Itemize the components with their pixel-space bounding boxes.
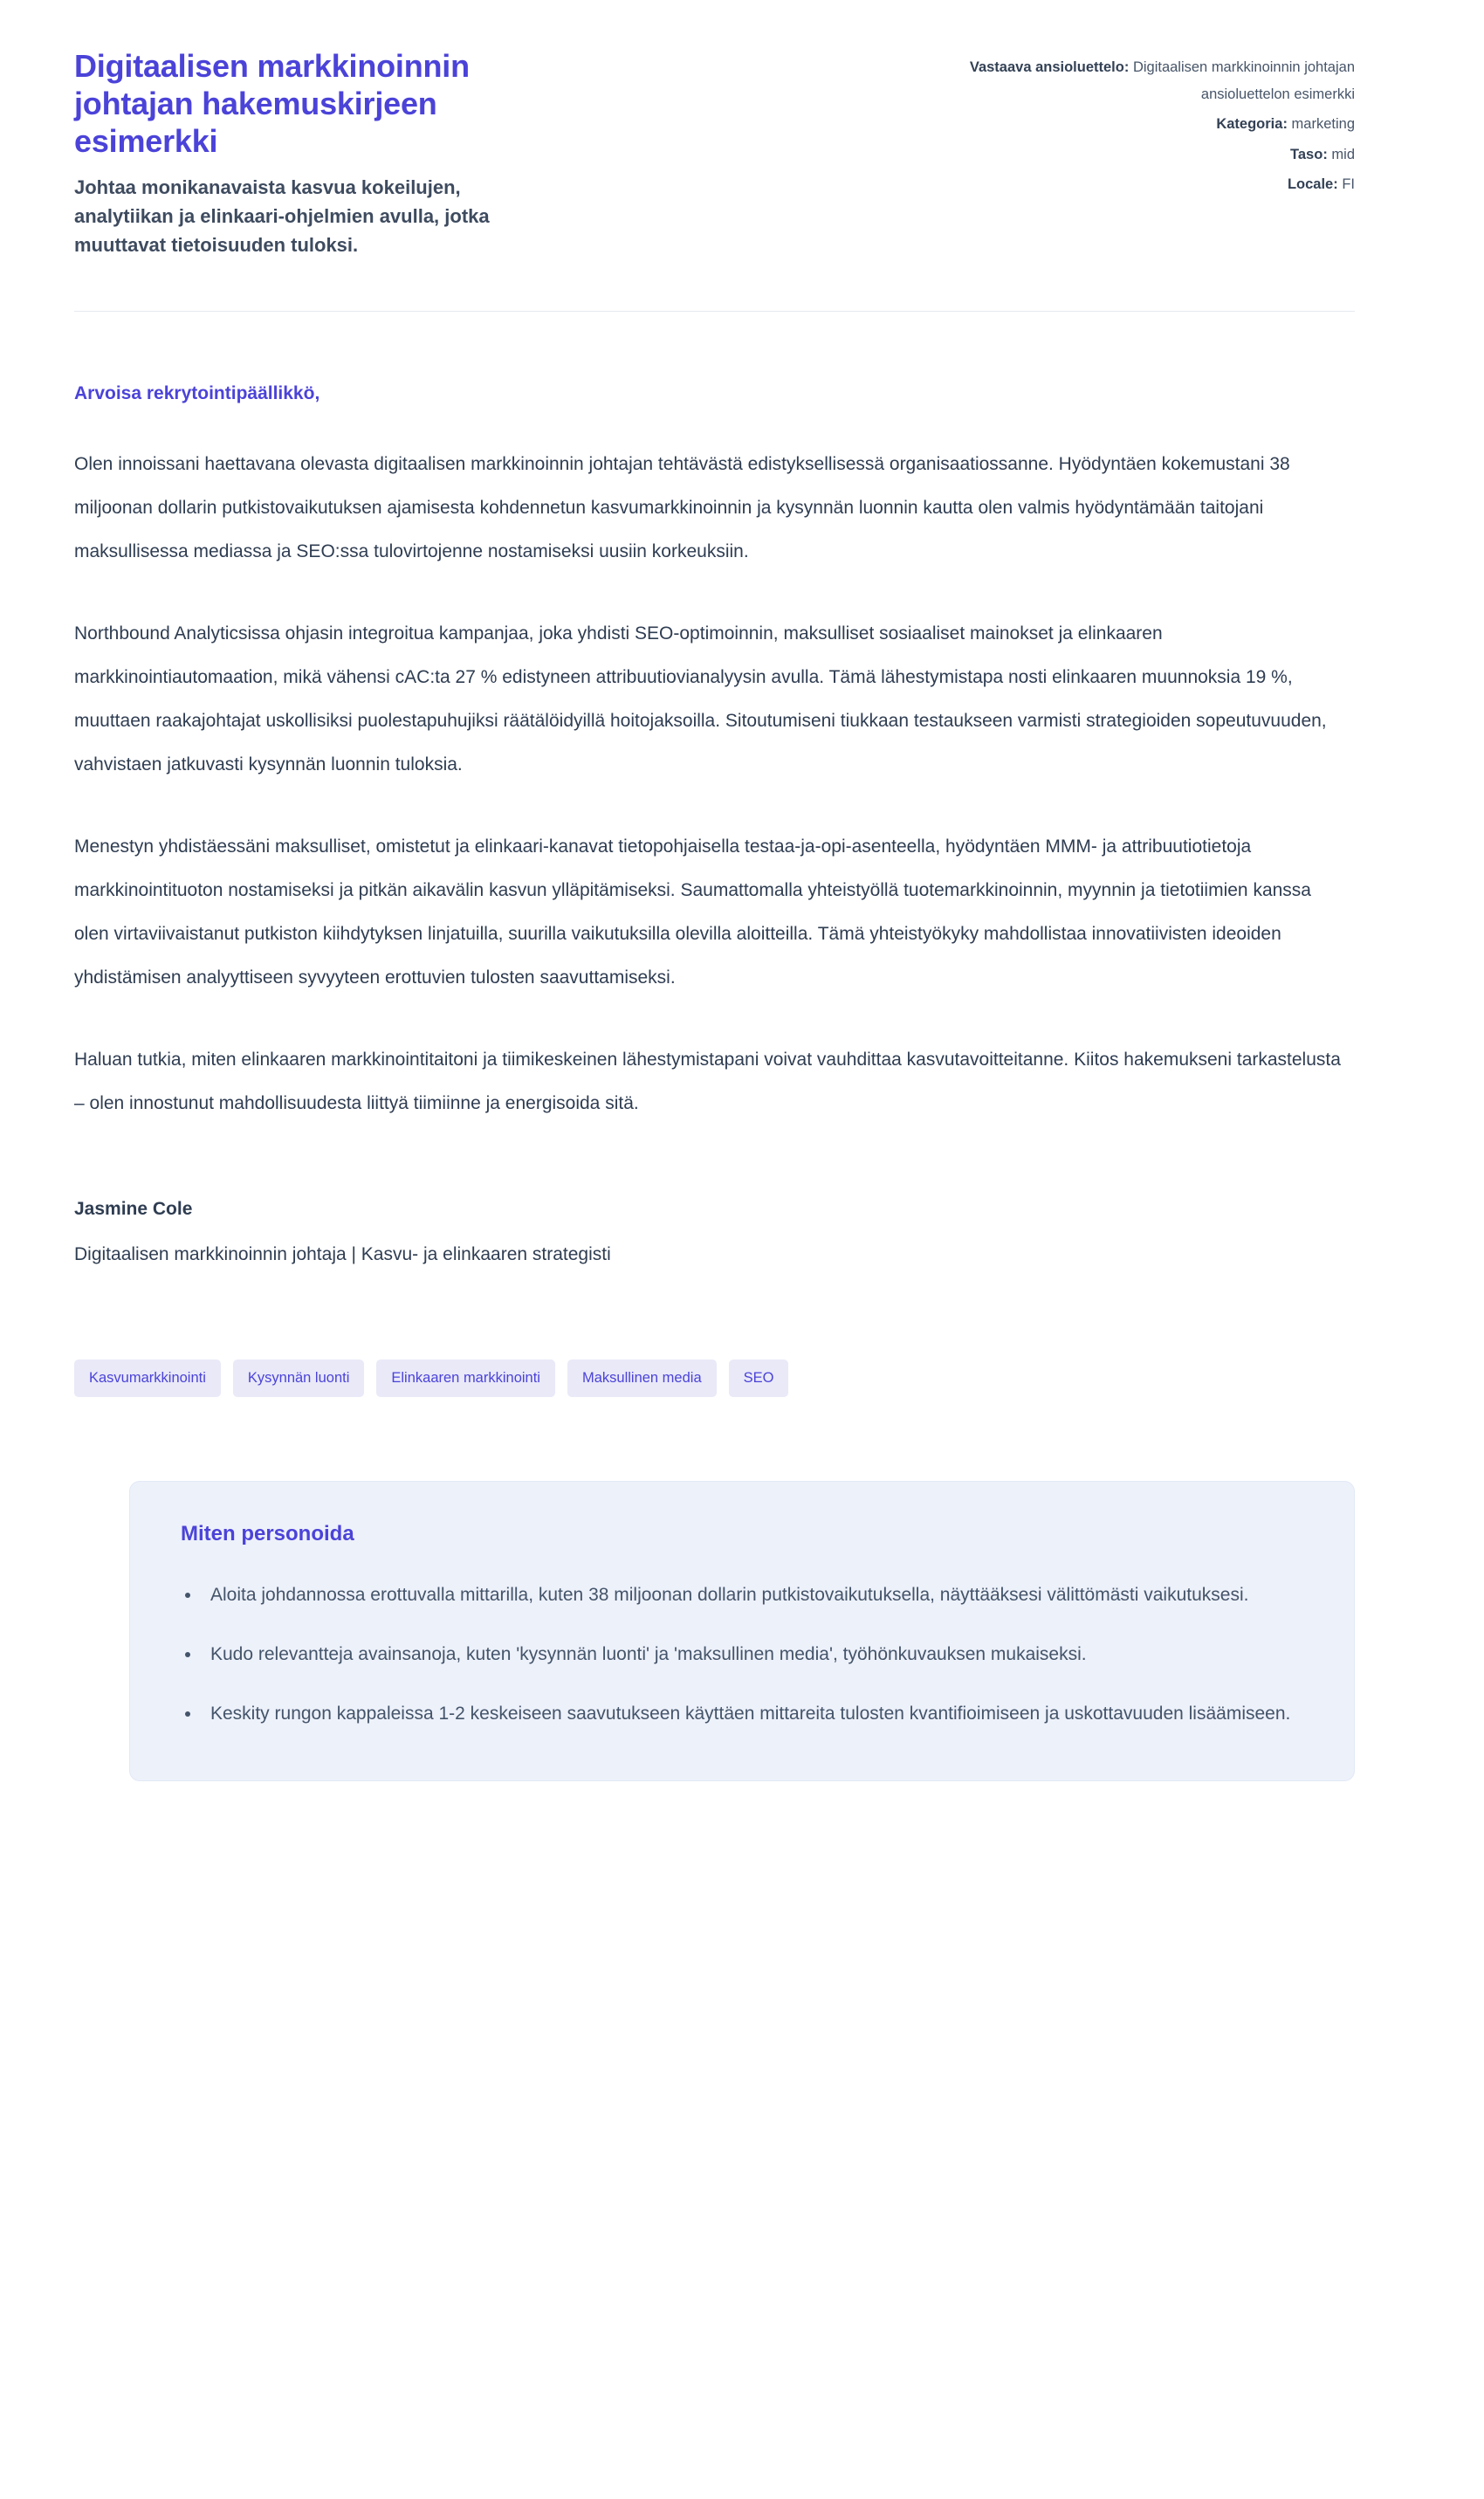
tag-pill-seo: SEO [729,1360,789,1397]
letter-body [74,383,1355,1265]
tip-item-2: • Kudo relevantteja avainsanoja, kuten 'kysynnän luonti' ja 'maksullinen media', työhönkuvauksen mukaiseksi. [202,1634,1298,1676]
letter-paragraph-1: Olen innoissani haettavana olevasta digitaalisen markkinoinnin johtajan tehtävästä edistyksellisessä organisaatiossanne. Hyödyntäen kokemustani 38 miljoonan dollarin putkistovaikutuksen ajamisesta kohdennetun kasvumarkkinoinnin ja kysynnän luonnin kautta olen valmis hyödyntämään taitojani maksullisessa mediassa ja SEO:ssa tulovirtojenne nostamiseksi uusiin korkeuksiin. [74,453,1290,561]
tag-pill-growth-marketing: Kasvumarkkinointi [74,1360,221,1397]
tag-pill-demand-generation: Kysynnän luonti [233,1360,365,1397]
header-divider [74,311,1355,312]
meta-label-category: Kategoria: [1216,116,1288,133]
meta-row-category [945,111,1355,138]
letter-paragraph-2: Northbound Analyticsissa ohjasin integroitua kampanjaa, joka yhdisti SEO-optimoinnin, maksulliset sosiaaliset mainokset ja elinkaaren markkinointiautomaation, mikä vähensi cAC:ta 27 % edistyneen attribuutiovianalyysin avulla. Tämä lähestymistapa nosti elinkaaren muunnoksia 19 %, muuttaen raakajohtajat uskollisiksi puolestapuhujiksi räätälöidyillä hoitojaksoilla. Sitoutumiseni tiukkaan testaukseen varmisti strategioiden sopeutuvuuden, vahvistaen jatkuvasti kysynnän luonnin tuloksia. [74,623,1327,774]
page-header [74,47,1355,260]
letter-greeting: Arvoisa rekrytointipäällikkö, [74,382,320,403]
letter-paragraph-4: Haluan tutkia, miten elinkaaren markkinointitaitoni ja tiimikeskeinen lähestymistapani voivat vauhdittaa kasvutavoitteitanne. Kiitos hakemukseni tarkastelusta – olen innostunut mahdollisuudesta liittyä tiimiinne ja energisoida sitä. [74,1049,1341,1113]
meta-row-locale [945,171,1355,198]
meta-value-category: marketing [1291,116,1355,133]
tips-list [181,1574,1298,1735]
tag-pill-paid-media: Maksullinen media [567,1360,717,1397]
meta-label-locale: Locale: [1287,176,1338,193]
personalization-tips-box [129,1481,1355,1781]
meta-label-level: Taso: [1290,146,1328,162]
meta-value-matching-resume: Digitaalisen markkinoinnin johtajan ansioluettelon esimerkki [1132,59,1355,102]
meta-row-matching-resume [945,54,1355,107]
signature-title: Digitaalisen markkinoinnin johtaja | Kasvu- ja elinkaaren strategisti [74,1243,611,1264]
tip-item-3: • Keskity rungon kappaleissa 1-2 keskeiseen saavutukseen käyttäen mittareita tulosten kvantifioimiseen ja uskottavuuden lisäämiseen. [202,1693,1298,1735]
tips-heading: Miten personoida [181,1521,354,1546]
meta-panel [945,47,1355,202]
tag-pill-lifecycle-marketing: Elinkaaren markkinointi [376,1360,555,1397]
tag-list [74,1360,1355,1397]
meta-row-level [945,141,1355,169]
header-title-block [74,47,563,260]
signature-name: Jasmine Cole [74,1198,193,1219]
page-subtitle: Johtaa monikanavaista kasvua kokeilujen, analytiikan ja elinkaari-ohjelmien avulla, jotka muuttavat tietoisuuden tuloksi. [74,176,490,257]
meta-value-locale: FI [1342,176,1355,193]
letter-paragraph-3: Menestyn yhdistäessäni maksulliset, omistetut ja elinkaari-kanavat tietopohjaisella testaa-ja-opi-asenteella, hyödyntäen MMM- ja attribuutiotietoja markkinointituoton nostamiseksi ja pitkän aikavälin kasvun ylläpitämiseksi. Saumattomalla yhteistyöllä tuotemarkkinoinnin, myynnin ja tietotiimien kanssa olen virtaviivaistanut putkiston kiihdytyksen linjatuilla, suurilla vaikutuksilla olevilla aloitteilla. Tämä yhteistyökyky mahdollistaa innovatiivisten ideoiden yhdistämisen analyyttiseen syvyyteen erottuvien tulosten saavuttamiseksi. [74,836,1311,988]
meta-value-level: mid [1331,146,1355,162]
tip-item-1: • Aloita johdannossa erottuvalla mittarilla, kuten 38 miljoonan dollarin putkistovaikutuksella, näyttääksesi välittömästi vaikutuksesi. [202,1574,1298,1616]
page-title: Digitaalisen markkinoinnin johtajan hakemuskirjeen esimerkki [74,48,470,160]
meta-label-matching-resume: Vastaava ansioluettelo: [969,59,1130,75]
